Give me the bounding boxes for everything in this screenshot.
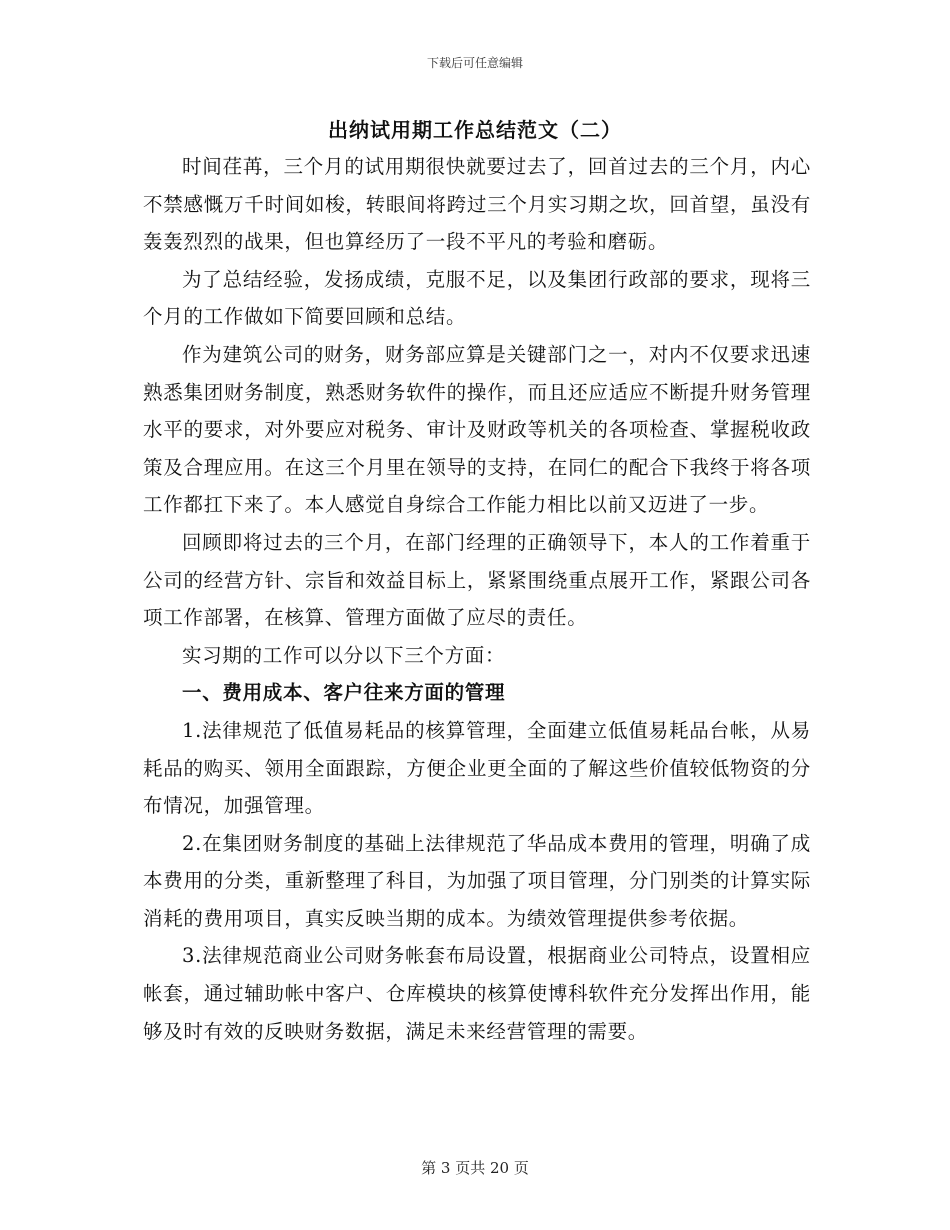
paragraph-role: 作为建筑公司的财务，财务部应算是关键部门之一，对内不仅要求迅速熟悉集团财务制度，熟悉财务软件的操作，而且还应适应不断提升财务管理水平的要求，对外要应对税务、审计及财政等机关的各项检查、掌握税收政策及合理应用。在这三个月里在领导的支持，在同仁的配合下我终于将各项工作都扛下来了。本人感觉自身综合工作能力相比以前又迈进了一步。 (143, 342, 811, 517)
page-header: 下载后可任意编辑 (426, 56, 523, 70)
document-title: 出纳试用期工作总结范文（二） (328, 118, 622, 142)
paragraph-aspects-intro: 实习期的工作可以分以下三个方面： (182, 643, 506, 667)
paragraph-purpose: 为了总结经验，发扬成绩，克服不足，以及集团行政部的要求，现将三个月的工作做如下简要回顾和总结。 (143, 267, 811, 329)
paragraph-intro: 时间荏苒，三个月的试用期很快就要过去了，回首过去的三个月，内心不禁感慨万千时间如梭，转眼间将跨过三个月实习期之坎，回首望，虽没有轰轰烈烈的战果，但也算经历了一段不平凡的考验和磨砺。 (143, 155, 811, 254)
list-item-2: 2.在集团财务制度的基础上法律规范了华品成本费用的管理，明确了成本费用的分类，重新整理了科目，为加强了项目管理，分门别类的计算实际消耗的费用项目，真实反映当期的成本。为绩效管理提供参考依据。 (143, 831, 811, 930)
list-item-1: 1.法律规范了低值易耗品的核算管理，全面建立低值易耗品台帐，从易耗品的购买、领用全面跟踪，方便企业更全面的了解这些价值较低物资的分布情况，加强管理。 (143, 718, 811, 818)
document-body (143, 148, 811, 1050)
page-number: 第 3 页共 20 页 (421, 1159, 529, 1177)
paragraph-review: 回顾即将过去的三个月，在部门经理的正确领导下，本人的工作着重于公司的经营方针、宗旨和效益目标上，紧紧围绕重点展开工作，紧跟公司各项工作部署，在核算、管理方面做了应尽的责任。 (143, 530, 811, 630)
list-item-3: 3.法律规范商业公司财务帐套布局设置，根据商业公司特点，设置相应帐套，通过辅助帐中客户、仓库模块的核算使博科软件充分发挥出作用，能够及时有效的反映财务数据，满足未来经营管理的需要。 (143, 944, 811, 1043)
section-heading-cost-management: 一、费用成本、客户往来方面的管理 (182, 681, 506, 705)
